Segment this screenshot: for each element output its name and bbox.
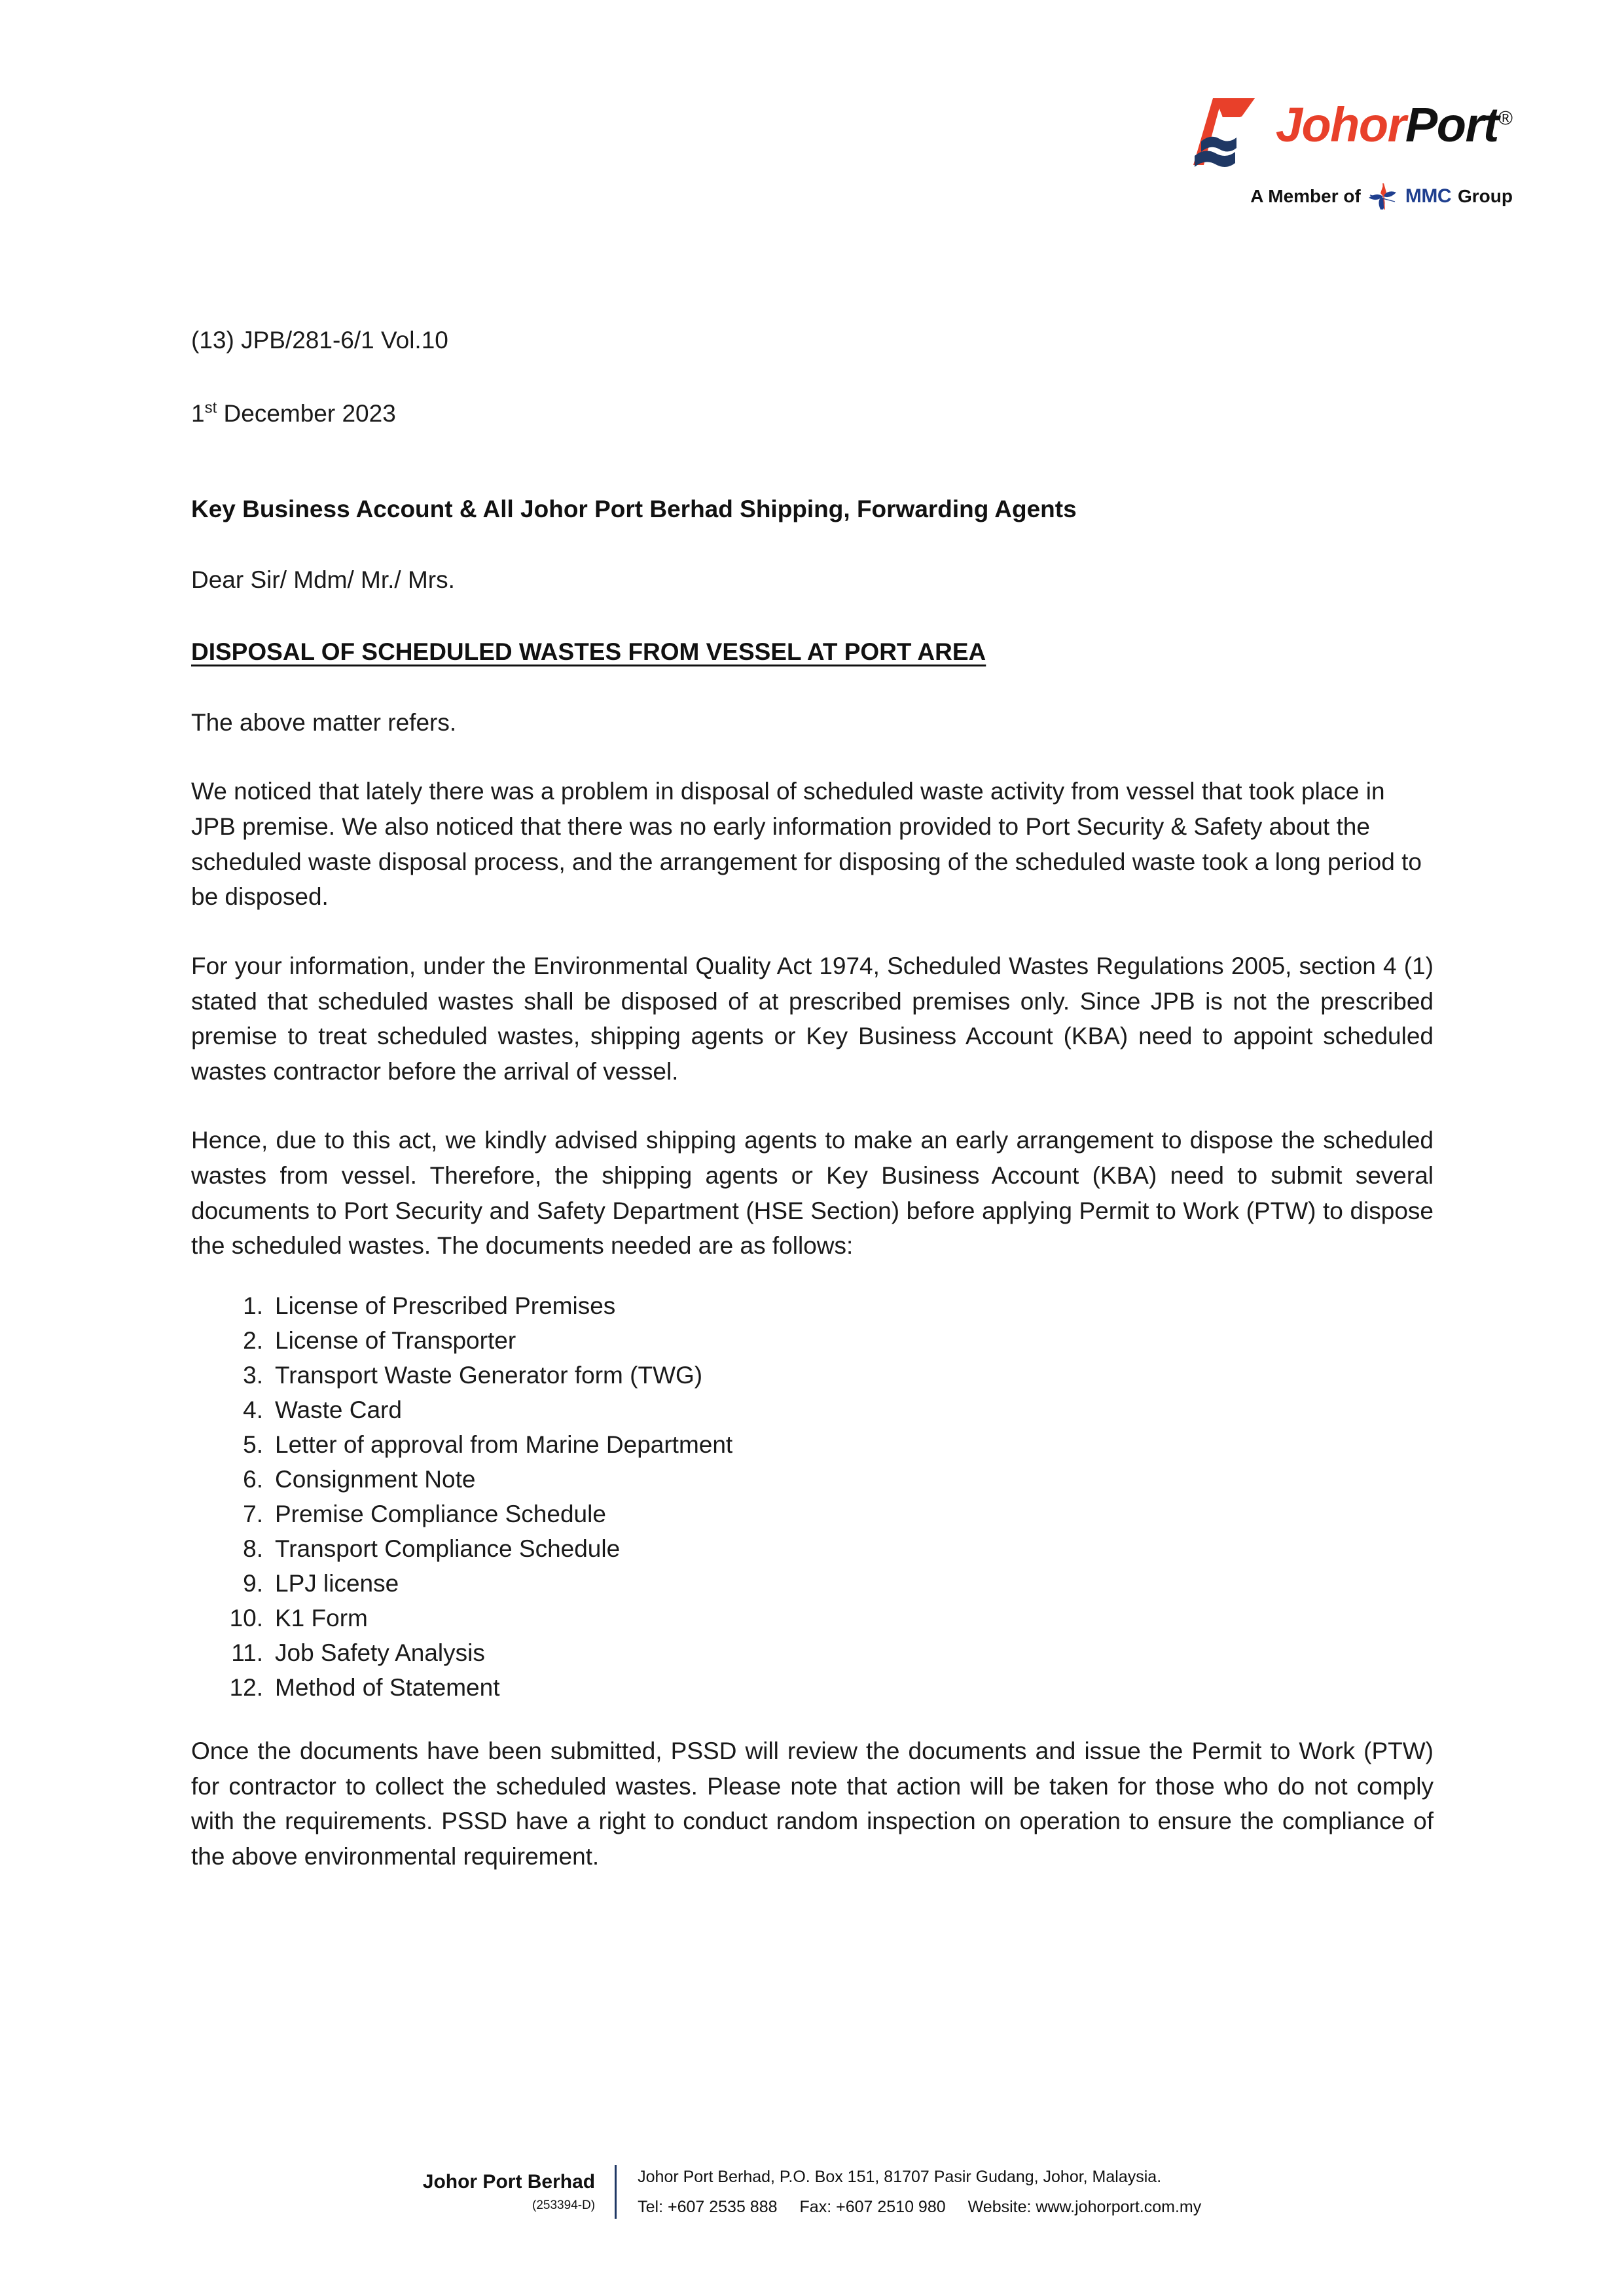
list-item — [191, 1467, 1434, 1491]
date-month-year: December 2023 — [217, 399, 396, 427]
mmc-star-icon — [1367, 182, 1399, 211]
list-item-number: 10. — [229, 1605, 263, 1632]
member-of-label: A Member of — [1250, 186, 1361, 206]
page-footer — [0, 2165, 1624, 2219]
list-item-label: Method of Statement — [275, 1674, 500, 1702]
date-day: 1 — [191, 399, 205, 427]
footer-registration-number: (253394-D) — [532, 2198, 596, 2213]
list-item-number: 2. — [243, 1327, 263, 1355]
list-item-number: 6. — [243, 1466, 263, 1493]
list-item-number: 1. — [243, 1292, 263, 1320]
brand-port-text: Port — [1405, 98, 1498, 152]
required-documents-list — [191, 1294, 1434, 1700]
footer-fax: Fax: +607 2510 980 — [799, 2197, 946, 2216]
list-item-number: 3. — [243, 1362, 263, 1389]
list-item-number: 8. — [243, 1535, 263, 1563]
mmc-brand-text: MMC — [1405, 185, 1451, 207]
reference-number: (13) JPB/281-6/1 Vol.10 — [191, 327, 448, 354]
list-item — [191, 1432, 1434, 1457]
list-item-label: Consignment Note — [275, 1466, 476, 1493]
list-item-number: 7. — [243, 1501, 263, 1528]
list-item-number: 4. — [243, 1396, 263, 1424]
list-item-label: Job Safety Analysis — [275, 1639, 485, 1667]
list-item-label: Transport Compliance Schedule — [275, 1535, 621, 1563]
list-item-label: License of Prescribed Premises — [275, 1292, 616, 1320]
footer-contact-block — [617, 2165, 1201, 2219]
list-item — [191, 1675, 1434, 1700]
footer-company-block — [423, 2165, 615, 2219]
list-item-label: Premise Compliance Schedule — [275, 1501, 606, 1528]
mmc-member-line — [1146, 182, 1513, 211]
addressee-line: Key Business Account & All Johor Port Berhad Shipping, Forwarding Agents — [191, 495, 1077, 522]
body-paragraph-3: Hence, due to this act, we kindly advised shipping agents to make an early arrangement to dispose the scheduled wastes from vessel. Therefore, the shipping agents or Key Business Account (KBA) need to submit several documents to Port Security and Safety Department (HSE Section) before applying Permit to Work (PTW) to dispose the scheduled wastes. The documents needed are as follows: — [191, 1127, 1434, 1260]
subject-heading: DISPOSAL OF SCHEDULED WASTES FROM VESSEL AT PORT AREA — [191, 638, 986, 665]
list-item-label: Letter of approval from Marine Department — [275, 1431, 733, 1459]
date-ordinal-suffix: st — [204, 399, 217, 417]
list-item-number: 11. — [231, 1639, 263, 1667]
body-paragraph-2: For your information, under the Environmental Quality Act 1974, Scheduled Wastes Regulations 2005, section 4 (1) stated that scheduled wastes shall be disposed of at prescribed premises only. Since JPB is not the prescribed premise to treat scheduled wastes, shipping agents or Key Business Account (KBA) need to appoint scheduled wastes contractor before the arrival of vessel. — [191, 952, 1434, 1085]
footer-company-name: Johor Port Berhad — [422, 2170, 596, 2193]
brand-johor-text: Johor — [1275, 98, 1405, 152]
letterhead — [1146, 92, 1513, 211]
list-item-label: License of Transporter — [275, 1327, 516, 1355]
johorport-wordmark — [1275, 98, 1513, 152]
johorport-flag-icon — [1182, 92, 1267, 170]
list-item-label: Waste Card — [275, 1396, 402, 1424]
list-item — [191, 1641, 1434, 1665]
list-item — [191, 1537, 1434, 1561]
list-item-number: 9. — [243, 1570, 263, 1597]
list-item-label: LPJ license — [275, 1570, 399, 1597]
footer-contact-line — [638, 2195, 1201, 2219]
salutation-line: Dear Sir/ Mdm/ Mr./ Mrs. — [191, 566, 455, 593]
mmc-group-label: Group — [1458, 186, 1513, 206]
list-item — [191, 1294, 1434, 1318]
list-item-label: Transport Waste Generator form (TWG) — [275, 1362, 703, 1389]
body-paragraph-1: We noticed that lately there was a problem in disposal of scheduled waste activity from vessel that took place in JPB premise. We also noticed that there was no early information provided to Port Security & Safety about the scheduled waste disposal process, and the arrangement for disposing of the scheduled waste took a long period to be disposed. — [191, 778, 1422, 911]
body-paragraph-4: Once the documents have been submitted, PSSD will review the documents and issue the Permit to Work (PTW) for contractor to collect the scheduled wastes. Please note that action will be taken for those who do not comply with the requirements. PSSD have a right to conduct random inspection on operation to ensure the compliance of the above environmental requirement. — [191, 1738, 1434, 1870]
footer-address: Johor Port Berhad, P.O. Box 151, 81707 Pasir Gudang, Johor, Malaysia. — [638, 2167, 1162, 2186]
list-item — [191, 1328, 1434, 1353]
letter-date — [191, 397, 1434, 430]
letter-body — [191, 324, 1434, 1874]
list-item-number: 5. — [243, 1431, 263, 1459]
footer-telephone: Tel: +607 2535 888 — [638, 2197, 778, 2216]
intro-paragraph: The above matter refers. — [191, 708, 457, 736]
johorport-logo — [1146, 92, 1513, 170]
list-item-number: 12. — [229, 1674, 263, 1702]
list-item — [191, 1571, 1434, 1595]
list-item — [191, 1398, 1434, 1422]
footer-website: Website: www.johorport.com.my — [967, 2197, 1202, 2216]
registered-trademark-icon: ® — [1498, 107, 1513, 130]
list-item-label: K1 Form — [275, 1605, 368, 1632]
list-item — [191, 1363, 1434, 1387]
list-item — [191, 1606, 1434, 1630]
list-item — [191, 1502, 1434, 1526]
